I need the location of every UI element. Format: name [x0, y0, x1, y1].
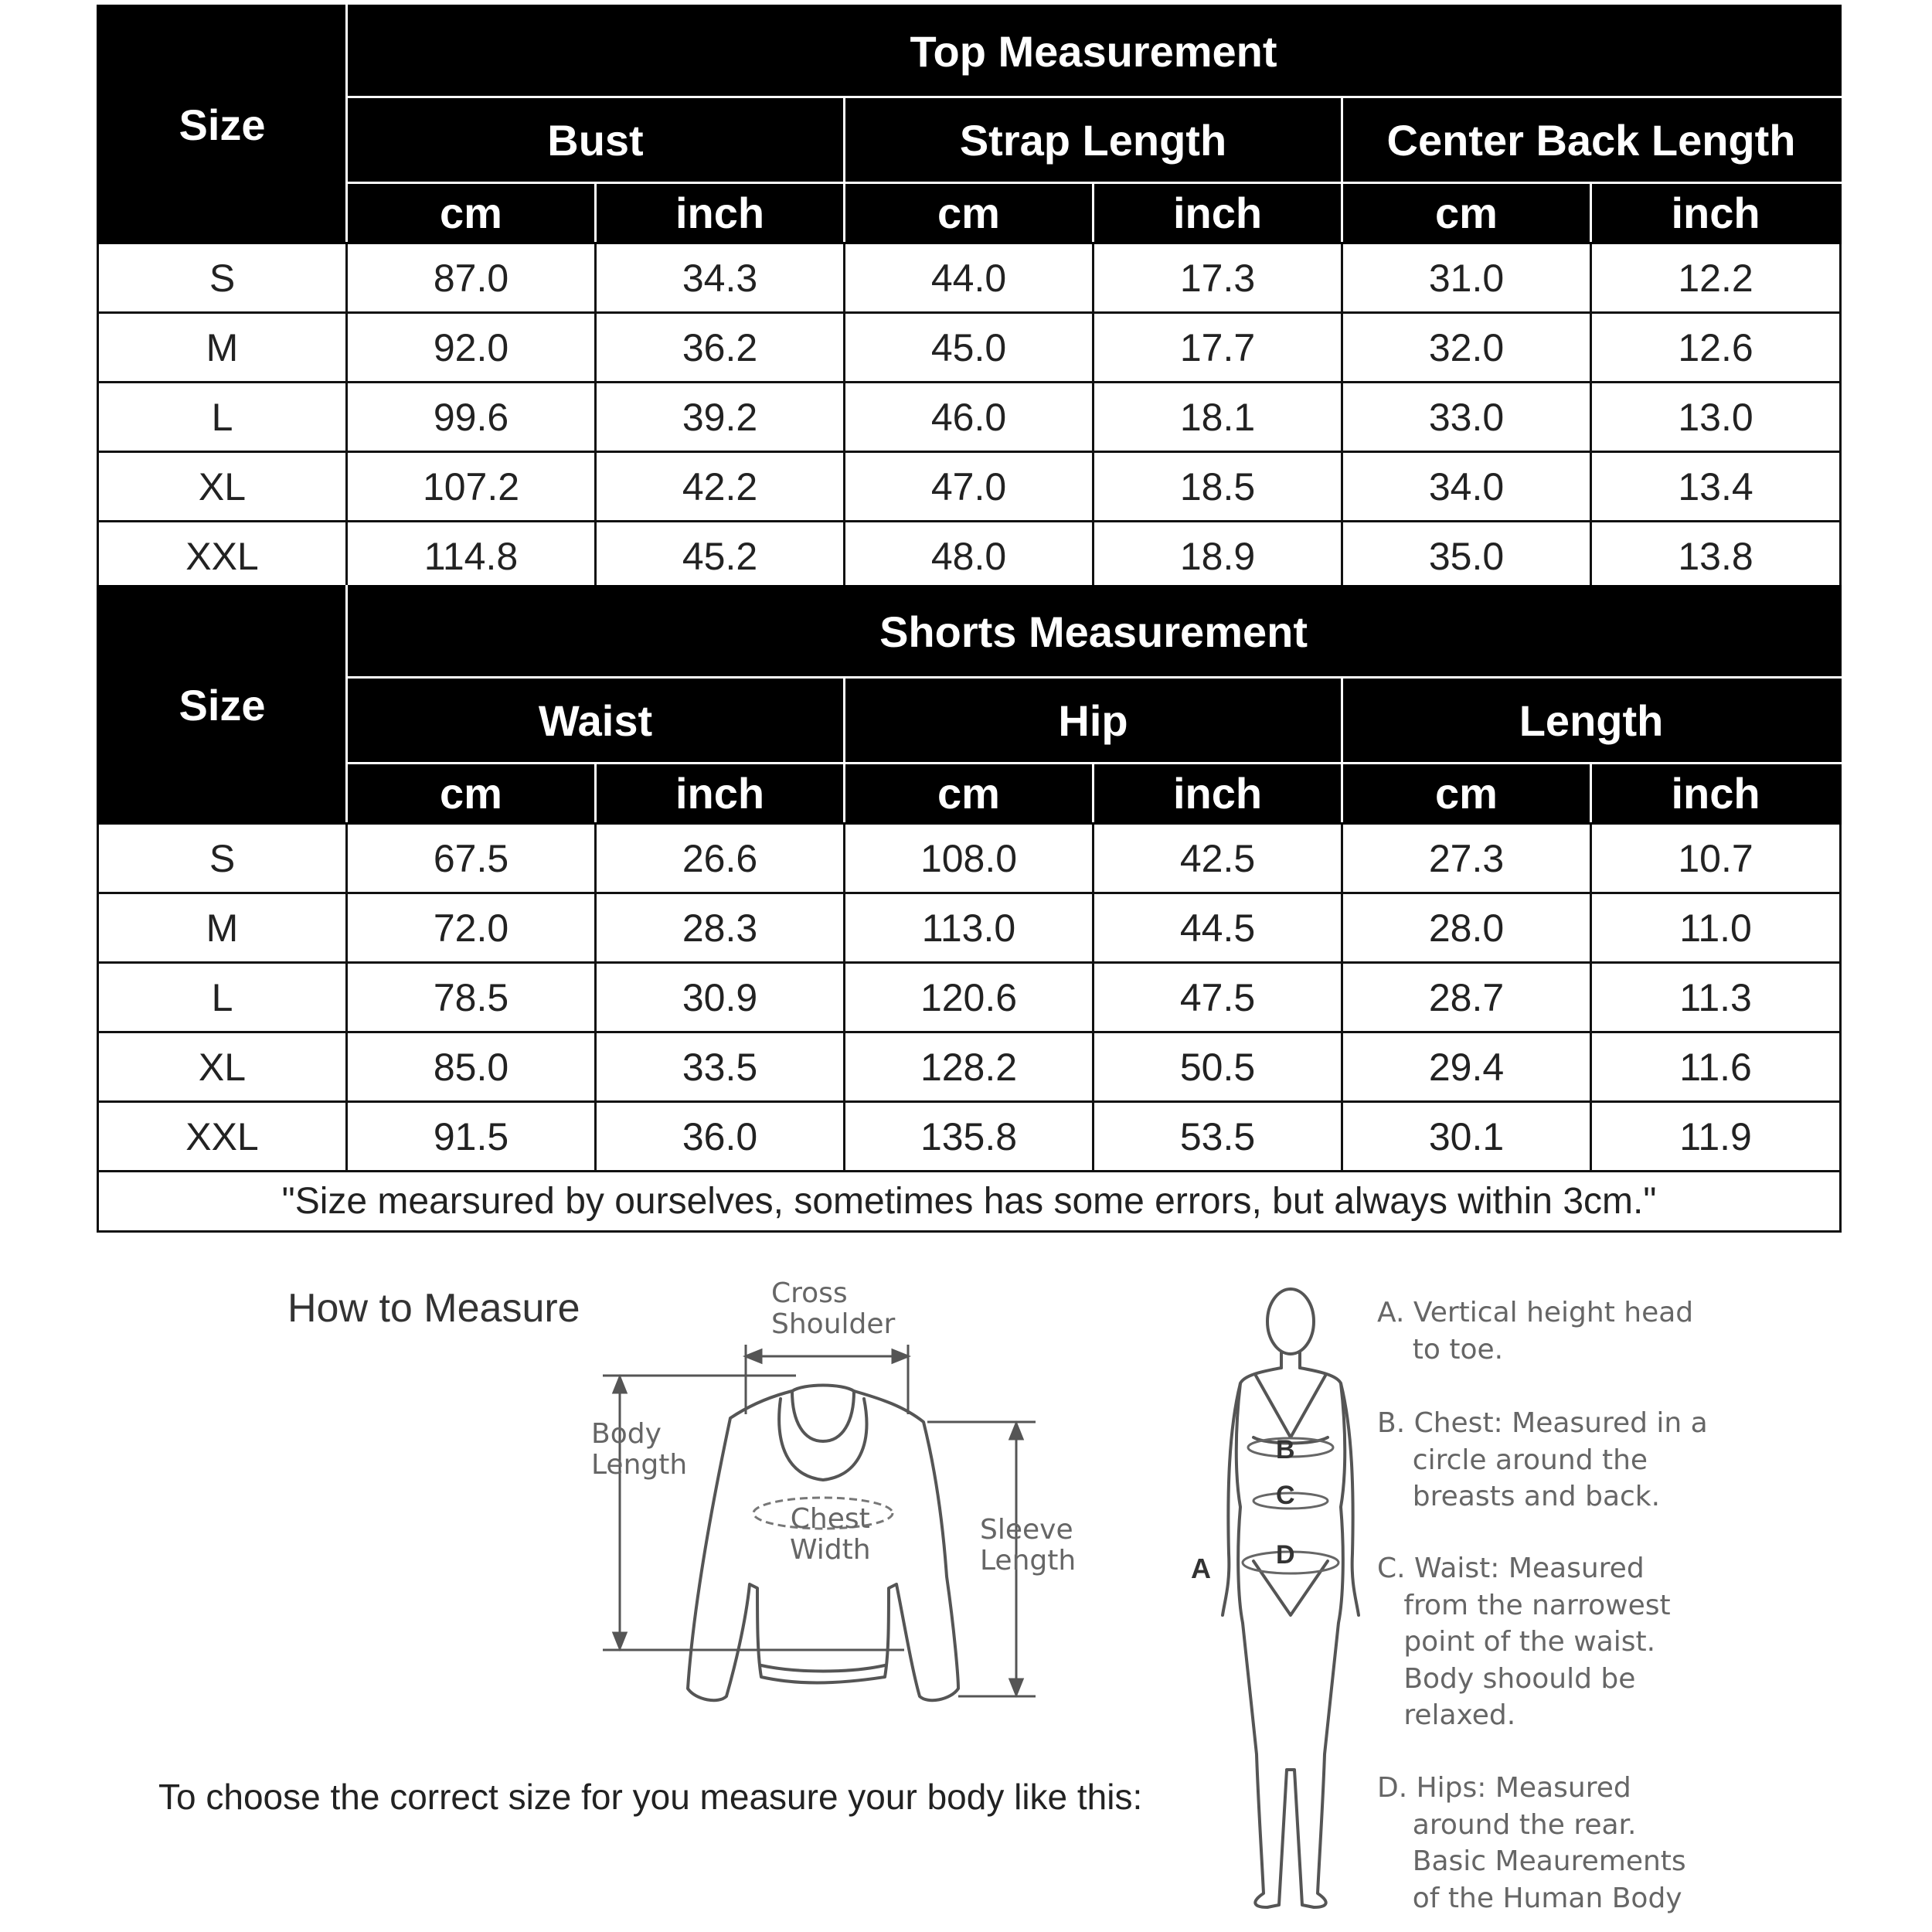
- value-cell: 11.0: [1591, 893, 1841, 963]
- value-cell: 135.8: [845, 1102, 1094, 1172]
- sleeve-length-label: Sleeve Length: [980, 1514, 1077, 1577]
- value-cell: 12.2: [1591, 243, 1841, 313]
- value-cell: 18.5: [1094, 452, 1342, 522]
- value-cell: 128.2: [845, 1032, 1094, 1102]
- group-header: Strap Length: [845, 97, 1342, 183]
- value-cell: 10.7: [1591, 824, 1841, 893]
- table-row: [98, 452, 1841, 522]
- value-cell: 78.5: [347, 963, 596, 1032]
- value-cell: 45.0: [845, 313, 1094, 383]
- value-cell: 72.0: [347, 893, 596, 963]
- value-cell: 44.0: [845, 243, 1094, 313]
- group-header: Bust: [347, 97, 845, 183]
- value-cell: 99.6: [347, 383, 596, 452]
- unit-header: inch: [596, 764, 845, 824]
- marker-d: D: [1276, 1540, 1295, 1570]
- value-cell: 12.6: [1591, 313, 1841, 383]
- value-cell: 67.5: [347, 824, 596, 893]
- top-measurement-table: [97, 5, 1842, 592]
- value-cell: 11.6: [1591, 1032, 1841, 1102]
- value-cell: 53.5: [1094, 1102, 1342, 1172]
- unit-header: inch: [1094, 764, 1342, 824]
- body-length-label: Body Length: [591, 1418, 688, 1481]
- unit-header: inch: [1591, 764, 1841, 824]
- value-cell: 28.0: [1342, 893, 1591, 963]
- size-header: Size: [98, 587, 347, 824]
- shorts-measurement-table: [97, 585, 1842, 1233]
- value-cell: 13.4: [1591, 452, 1841, 522]
- value-cell: 36.0: [596, 1102, 845, 1172]
- value-cell: 11.9: [1591, 1102, 1841, 1172]
- value-cell: 34.3: [596, 243, 845, 313]
- size-cell: M: [98, 313, 347, 383]
- table-row: [98, 243, 1841, 313]
- value-cell: 113.0: [845, 893, 1094, 963]
- value-cell: 27.3: [1342, 824, 1591, 893]
- value-cell: 28.3: [596, 893, 845, 963]
- value-cell: 32.0: [1342, 313, 1591, 383]
- value-cell: 33.0: [1342, 383, 1591, 452]
- group-header: Length: [1342, 678, 1841, 764]
- unit-header: cm: [347, 183, 596, 243]
- cross-shoulder-label: Cross Shoulder: [771, 1277, 896, 1340]
- table-row: [98, 963, 1841, 1032]
- unit-header: inch: [596, 183, 845, 243]
- value-cell: 92.0: [347, 313, 596, 383]
- value-cell: 28.7: [1342, 963, 1591, 1032]
- value-cell: 31.0: [1342, 243, 1591, 313]
- value-cell: 44.5: [1094, 893, 1342, 963]
- value-cell: 34.0: [1342, 452, 1591, 522]
- unit-header: cm: [1342, 764, 1591, 824]
- value-cell: 13.0: [1591, 383, 1841, 452]
- size-cell: S: [98, 824, 347, 893]
- value-cell: 120.6: [845, 963, 1094, 1032]
- size-header: Size: [98, 6, 347, 243]
- marker-c: C: [1276, 1481, 1295, 1510]
- table-row: [98, 824, 1841, 893]
- value-cell: 42.2: [596, 452, 845, 522]
- value-cell: 107.2: [347, 452, 596, 522]
- value-cell: 36.2: [596, 313, 845, 383]
- unit-header: inch: [1591, 183, 1841, 243]
- value-cell: 114.8: [347, 522, 596, 591]
- marker-b: B: [1276, 1435, 1295, 1464]
- group-header: Hip: [845, 678, 1342, 764]
- table-title: Shorts Measurement: [347, 587, 1841, 678]
- table-row: [98, 522, 1841, 591]
- value-cell: 18.9: [1094, 522, 1342, 591]
- table-row: [98, 1102, 1841, 1172]
- group-header: Center Back Length: [1342, 97, 1841, 183]
- value-cell: 108.0: [845, 824, 1094, 893]
- value-cell: 17.7: [1094, 313, 1342, 383]
- value-cell: 47.5: [1094, 963, 1342, 1032]
- how-to-measure-title: How to Measure: [287, 1286, 580, 1331]
- value-cell: 17.3: [1094, 243, 1342, 313]
- group-header: Waist: [347, 678, 845, 764]
- size-cell: XL: [98, 1032, 347, 1102]
- body-figure-diagram: [1206, 1275, 1376, 1932]
- instruction-text: To choose the correct size for you measure your body like this:: [158, 1777, 1143, 1817]
- table-title: Top Measurement: [347, 6, 1841, 97]
- size-cell: XXL: [98, 1102, 347, 1172]
- unit-header: cm: [845, 764, 1094, 824]
- size-cell: L: [98, 963, 347, 1032]
- note-a: A. Vertical height head to toe.: [1377, 1297, 1694, 1366]
- value-cell: 39.2: [596, 383, 845, 452]
- size-cell: M: [98, 893, 347, 963]
- value-cell: 47.0: [845, 452, 1094, 522]
- note-d: D. Hips: Measured around the rear. Basic Meaurements of the Human Body: [1377, 1772, 1686, 1914]
- table-row: [98, 1032, 1841, 1102]
- value-cell: 46.0: [845, 383, 1094, 452]
- value-cell: 50.5: [1094, 1032, 1342, 1102]
- value-cell: 13.8: [1591, 522, 1841, 591]
- unit-header: inch: [1094, 183, 1342, 243]
- unit-header: cm: [347, 764, 596, 824]
- value-cell: 42.5: [1094, 824, 1342, 893]
- value-cell: 29.4: [1342, 1032, 1591, 1102]
- table-row: [98, 383, 1841, 452]
- table-row: [98, 313, 1841, 383]
- value-cell: 85.0: [347, 1032, 596, 1102]
- unit-header: cm: [845, 183, 1094, 243]
- marker-a: A: [1191, 1553, 1211, 1584]
- size-cell: L: [98, 383, 347, 452]
- unit-header: cm: [1342, 183, 1591, 243]
- value-cell: 91.5: [347, 1102, 596, 1172]
- value-cell: 45.2: [596, 522, 845, 591]
- value-cell: 30.1: [1342, 1102, 1591, 1172]
- chest-width-label: Chest Width: [790, 1503, 871, 1566]
- size-cell: XXL: [98, 522, 347, 591]
- note-b: B. Chest: Measured in a circle around the breasts and back.: [1377, 1407, 1708, 1513]
- value-cell: 11.3: [1591, 963, 1841, 1032]
- value-cell: 18.1: [1094, 383, 1342, 452]
- value-cell: 33.5: [596, 1032, 845, 1102]
- value-cell: 30.9: [596, 963, 845, 1032]
- value-cell: 35.0: [1342, 522, 1591, 591]
- value-cell: 48.0: [845, 522, 1094, 591]
- table-row: [98, 893, 1841, 963]
- note-c: C. Waist: Measured from the narrowest point of the waist. Body shoould be relaxed.: [1377, 1553, 1671, 1732]
- measurement-note: "Size mearsured by ourselves, sometimes has some errors, but always within 3cm.": [98, 1172, 1841, 1232]
- size-cell: XL: [98, 452, 347, 522]
- size-cell: S: [98, 243, 347, 313]
- value-cell: 87.0: [347, 243, 596, 313]
- value-cell: 26.6: [596, 824, 845, 893]
